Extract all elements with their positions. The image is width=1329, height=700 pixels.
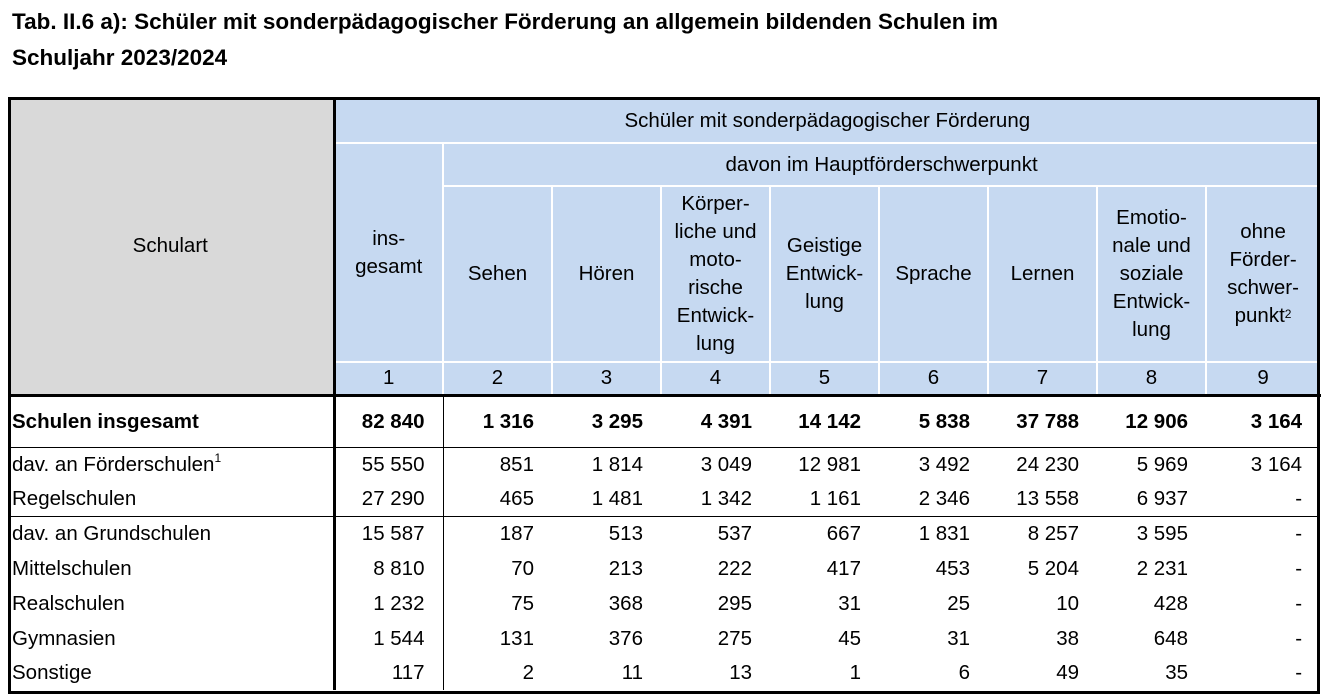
data-table — [8, 97, 1321, 690]
cell: 428 — [1153, 591, 1188, 615]
footnote-marker: 1 — [214, 450, 222, 465]
cell: 37 788 — [988, 395, 1097, 447]
cell: - — [1295, 661, 1303, 684]
cell: 45 — [838, 626, 861, 650]
row-label-text: dav. an Förderschulen — [12, 452, 215, 476]
header-sprache: Sprache — [879, 186, 988, 362]
header-line: lung — [696, 332, 735, 355]
cell: 10 — [1056, 591, 1079, 615]
footnote-marker: 2 — [1284, 307, 1292, 321]
header-line: rische — [688, 276, 743, 299]
table-row — [8, 482, 1320, 516]
col-number: 5 — [770, 362, 879, 395]
cell: - — [1206, 516, 1320, 551]
cell: 851 — [443, 447, 552, 482]
cell: 1 — [849, 661, 861, 684]
header-insgesamt-line: gesamt — [355, 254, 423, 278]
header-line: Geistige — [786, 234, 863, 257]
header-ohne — [1206, 186, 1320, 362]
cell: 14 142 — [770, 395, 879, 447]
col-number: 3 — [552, 362, 661, 395]
cell: 8 810 — [334, 551, 443, 586]
cell: 3 049 — [661, 447, 770, 482]
cell: - — [1295, 626, 1303, 650]
cell: 3 164 — [1206, 447, 1320, 482]
cell: 15 587 — [334, 516, 443, 551]
cell: 1 316 — [443, 395, 552, 447]
header-insgesamt-line: ins- — [372, 226, 406, 250]
cell: 465 — [499, 486, 534, 510]
cell: 55 550 — [334, 447, 443, 482]
cell: 1 342 — [700, 486, 752, 510]
row-label-text: Mittelschulen — [12, 556, 132, 580]
cell: 82 840 — [334, 395, 443, 447]
header-sehen: Sehen — [443, 186, 552, 362]
table-row — [8, 586, 1320, 621]
cell: 1 232 — [334, 586, 443, 621]
col-number: 6 — [879, 362, 988, 395]
row-label — [8, 395, 334, 447]
header-line: moto- — [689, 248, 742, 271]
cell: 213 — [608, 556, 643, 580]
cell: 24 230 — [988, 447, 1097, 482]
cell: 131 — [499, 626, 534, 650]
cell: 3 164 — [1206, 395, 1320, 447]
col-number: 7 — [988, 362, 1097, 395]
cell: 5 204 — [1027, 556, 1079, 580]
cell: 222 — [717, 556, 752, 580]
row-label-text: Schulen insgesamt — [12, 409, 199, 433]
cell: 6 937 — [1136, 486, 1188, 510]
header-koerper — [661, 186, 770, 362]
cell: 27 290 — [334, 482, 443, 516]
cell: 4 391 — [661, 395, 770, 447]
table-row — [8, 621, 1320, 656]
col-number: 1 — [334, 362, 443, 395]
cell: 12 906 — [1097, 395, 1206, 447]
cell: 1 831 — [879, 516, 988, 551]
col-number: 9 — [1206, 362, 1320, 395]
cell: 275 — [717, 626, 752, 650]
row-label-text: Regelschulen — [12, 486, 137, 510]
cell: 49 — [1056, 661, 1079, 684]
cell: - — [1295, 556, 1303, 580]
table-row — [8, 447, 1320, 482]
cell: 2 — [522, 661, 534, 684]
cell: 13 558 — [1016, 486, 1079, 510]
cell: 25 — [947, 591, 970, 615]
cell: 537 — [661, 516, 770, 551]
cell: 1 161 — [809, 486, 861, 510]
cell: 1 481 — [591, 486, 643, 510]
cell: 8 257 — [988, 516, 1097, 551]
header-davon: davon im Hauptförderschwerpunkt — [443, 143, 1320, 186]
cell: 3 295 — [552, 395, 661, 447]
cell: 3 595 — [1097, 516, 1206, 551]
header-hoeren: Hören — [552, 186, 661, 362]
cell: 453 — [935, 556, 970, 580]
cell: 368 — [608, 591, 643, 615]
table-title — [12, 4, 1312, 76]
table-row — [8, 395, 1320, 447]
row-label — [8, 482, 334, 516]
header-line: Emotio- — [1116, 206, 1187, 229]
header-line: ohne — [1240, 220, 1286, 243]
cell: 1 544 — [334, 621, 443, 656]
header-line: Entwick- — [1112, 290, 1191, 313]
row-label-text: Gymnasien — [12, 626, 116, 650]
header-line: nale und — [1112, 234, 1191, 257]
header-line: Körper- — [681, 192, 750, 215]
cell: 5 838 — [879, 395, 988, 447]
cell: - — [1295, 591, 1303, 615]
header-line: lung — [1132, 318, 1171, 341]
header-group: Schüler mit sonderpädagogischer Förderung — [334, 98, 1320, 143]
cell: 417 — [826, 556, 861, 580]
cell: 376 — [608, 626, 643, 650]
header-line: Förder- — [1229, 248, 1297, 271]
cell: 2 231 — [1136, 556, 1188, 580]
header-line: schwer- — [1227, 276, 1299, 299]
cell: 513 — [552, 516, 661, 551]
col-number: 2 — [443, 362, 552, 395]
header-line: Entwick- — [676, 304, 755, 327]
header-emotional — [1097, 186, 1206, 362]
cell: 6 — [958, 661, 970, 684]
cell: 31 — [947, 626, 970, 650]
cell: 11 — [621, 661, 643, 684]
cell: 295 — [717, 591, 752, 615]
cell: 38 — [1056, 626, 1079, 650]
row-label-text: Sonstige — [12, 661, 92, 684]
header-line: lung — [805, 290, 844, 313]
table-row — [8, 516, 1320, 551]
cell: 187 — [443, 516, 552, 551]
cell: 667 — [770, 516, 879, 551]
row-label-text: dav. an Grundschulen — [12, 521, 212, 545]
cell: 12 981 — [770, 447, 879, 482]
header-schulart: Schulart — [8, 98, 334, 395]
cell: 5 969 — [1097, 447, 1206, 482]
cell: 70 — [511, 556, 534, 580]
cell: 1 814 — [552, 447, 661, 482]
title-line-2: Schuljahr 2023/2024 — [12, 45, 228, 70]
col-number: 4 — [661, 362, 770, 395]
cell: 13 — [729, 661, 752, 684]
table-row — [8, 551, 1320, 586]
header-line — [1207, 302, 1319, 330]
cell: 75 — [511, 591, 534, 615]
header-line: Entwick- — [785, 262, 864, 285]
row-label — [8, 447, 334, 482]
cell: 2 346 — [918, 486, 970, 510]
header-insgesamt — [334, 143, 443, 362]
table-row — [8, 656, 1320, 690]
header-line: soziale — [1119, 262, 1184, 285]
row-label-text: Realschulen — [12, 591, 125, 615]
header-line: liche und — [674, 220, 757, 243]
header-lernen: Lernen — [988, 186, 1097, 362]
row-label — [8, 551, 334, 586]
row-label — [8, 656, 334, 690]
cell: 3 492 — [879, 447, 988, 482]
cell: 35 — [1165, 661, 1188, 684]
cell: 31 — [838, 591, 861, 615]
title-line-1: Tab. II.6 a): Schüler mit sonderpädagogischer Förderung an allgemein bildenden Schulen im — [12, 9, 999, 34]
row-label — [8, 586, 334, 621]
header-ohne-last: punkt — [1234, 304, 1285, 327]
cell: - — [1295, 486, 1303, 510]
header-geistig — [770, 186, 879, 362]
cell: 648 — [1153, 626, 1188, 650]
col-number: 8 — [1097, 362, 1206, 395]
row-label — [8, 621, 334, 656]
cell: 117 — [334, 656, 443, 690]
row-label — [8, 516, 334, 551]
